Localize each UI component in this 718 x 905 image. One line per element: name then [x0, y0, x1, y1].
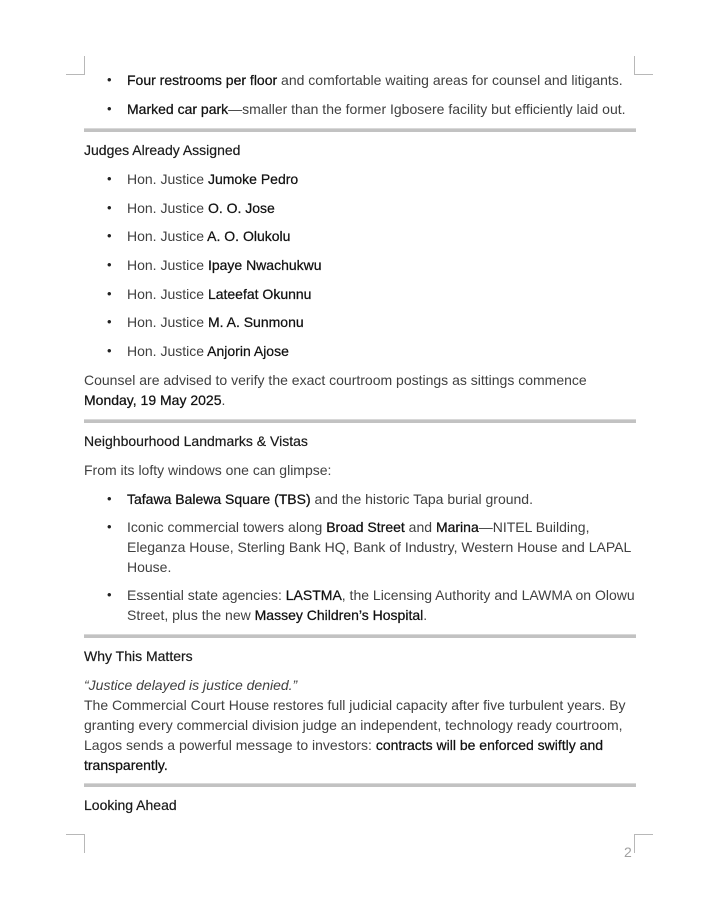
section-divider [84, 634, 636, 638]
judge-item: • Hon. Justice Jumoke Pedro [127, 169, 636, 189]
section-divider [84, 419, 636, 423]
page-corner-mark-bottom-left [66, 834, 85, 853]
section-heading-landmarks: Neighbourhood Landmarks & Vistas [84, 433, 308, 450]
list-item: • Essential state agencies: LASTMA, the Licensing Authority and LAWMA on Olowu Street, plus the new Massey Children’s Hospital. [127, 585, 636, 625]
list-item: • Marked car park—smaller than the former Igbosere facility but efficiently laid out. [127, 99, 636, 119]
document-body [84, 70, 636, 815]
page-corner-mark-top-left [66, 56, 85, 75]
landmarks-intro: From its lofty windows one can glimpse: [84, 462, 332, 479]
facilities-list [84, 70, 636, 119]
section-divider [84, 128, 636, 132]
landmarks-list [84, 489, 636, 625]
page-corner-mark-top-right [634, 56, 653, 75]
section-heading-judges: Judges Already Assigned [84, 142, 241, 158]
section-heading-why: Why This Matters [84, 648, 193, 665]
judge-item: • Hon. Justice Lateefat Okunnu [127, 284, 636, 304]
judge-item: • Hon. Justice O. O. Jose [127, 198, 636, 218]
list-item: • Tafawa Balewa Square (TBS) and the historic Tapa burial ground. [127, 489, 636, 509]
page-corner-mark-bottom-right [634, 834, 653, 853]
why-body: The Commercial Court House restores full judicial capacity after five turbulent years. By granting every commercial division judge an independent, technology ready courtroom, Lagos sends a powerful message to investors: contracts will be enforced swiftly and transparently. [84, 697, 626, 774]
judge-item: • Hon. Justice A. O. Olukolu [127, 226, 636, 246]
judges-list [84, 169, 636, 361]
section-divider [84, 783, 636, 787]
list-item: • Iconic commercial towers along Broad Street and Marina—NITEL Building, Eleganza House, Sterling Bank HQ, Bank of Industry, Western House and LAPAL House. [127, 517, 636, 577]
judge-item: • Hon. Justice M. A. Sunmonu [127, 312, 636, 332]
page-number: 2 [624, 844, 632, 860]
quote: “Justice delayed is justice denied.” [84, 677, 298, 694]
list-item: • Four restrooms per floor and comfortable waiting areas for counsel and litigants. [127, 70, 636, 90]
judge-item: • Hon. Justice Anjorin Ajose [127, 341, 636, 361]
judge-item: • Hon. Justice Ipaye Nwachukwu [127, 255, 636, 275]
section-heading-looking-ahead: Looking Ahead [84, 797, 177, 814]
judges-note: Counsel are advised to verify the exact courtroom postings as sittings commence Monday, 19 May 2025. [84, 372, 587, 409]
